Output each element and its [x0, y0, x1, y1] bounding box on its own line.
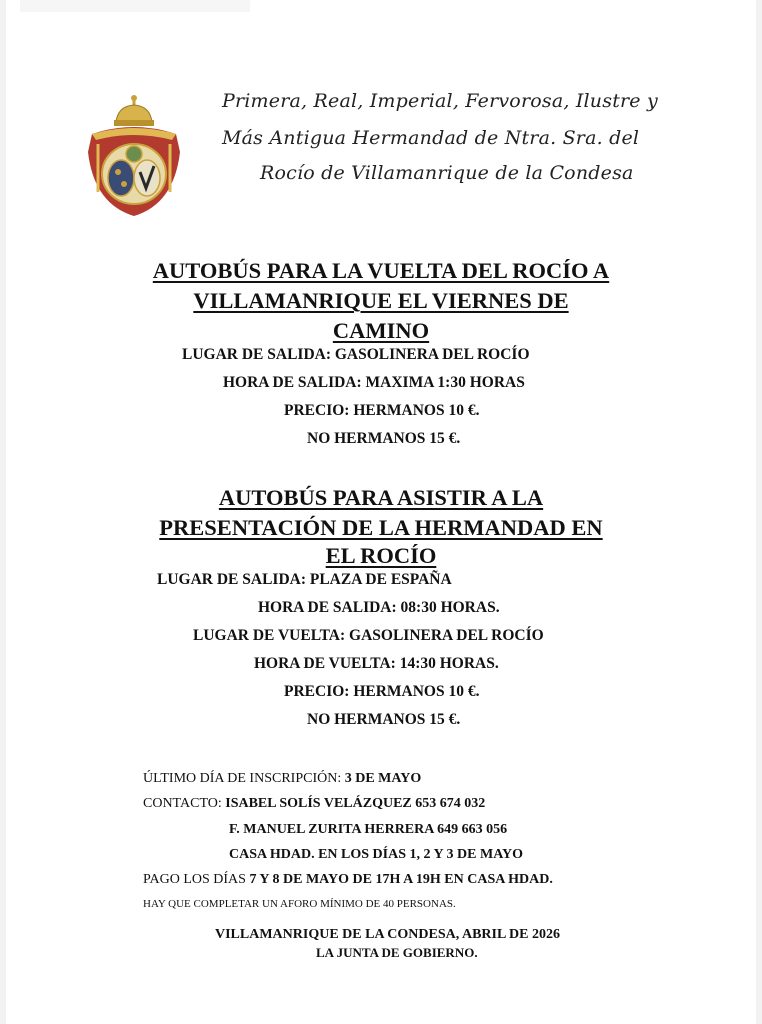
- footer-place-date: VILLAMANRIQUE DE LA CONDESA, ABRIL DE 2026: [215, 927, 561, 942]
- section2-title-line-3: EL ROCÍO: [325, 543, 437, 568]
- section2-price-members: PRECIO: HERMANOS 10 €.: [284, 683, 480, 700]
- contact-line-3: CASA HDAD. EN LOS DÍAS 1, 2 Y 3 DE MAYO: [229, 847, 524, 862]
- brotherhood-name-line-2: Más Antigua Hermandad de Ntra. Sra. del: [222, 127, 640, 149]
- contact-line-1: CONTACTO: ISABEL SOLÍS VELÁZQUEZ 653 674 032: [143, 796, 486, 811]
- payment-days: PAGO LOS DÍAS 7 Y 8 DE MAYO DE 17H A 19H EN CASA HDAD.: [143, 872, 553, 887]
- brotherhood-crest-icon: [84, 92, 184, 222]
- minimum-capacity-note: HAY QUE COMPLETAR UN AFORO MÍNIMO DE 40 PERSONAS.: [143, 898, 456, 910]
- section2-title-line-1: AUTOBÚS PARA ASISTIR A LA: [218, 485, 544, 510]
- footer-signature: LA JUNTA DE GOBIERNO.: [316, 945, 478, 960]
- section2-title-line-2: PRESENTACIÓN DE LA HERMANDAD EN: [159, 515, 603, 540]
- section2-return-time: HORA DE VUELTA: 14:30 HORAS.: [254, 655, 499, 672]
- section2-departure-time: HORA DE SALIDA: 08:30 HORAS.: [258, 599, 500, 616]
- section1-price-non-members: NO HERMANOS 15 €.: [307, 430, 461, 447]
- section1-departure-time: HORA DE SALIDA: MAXIMA 1:30 HORAS: [223, 374, 525, 391]
- brotherhood-name-line-3: Rocío de Villamanrique de la Condesa: [260, 162, 634, 184]
- section2-departure-place: LUGAR DE SALIDA: PLAZA DE ESPAÑA: [157, 571, 452, 588]
- section2-return-place: LUGAR DE VUELTA: GASOLINERA DEL ROCÍO: [193, 627, 544, 644]
- registration-deadline: ÚLTIMO DÍA DE INSCRIPCIÓN: 3 DE MAYO: [143, 771, 422, 786]
- section1-price-members: PRECIO: HERMANOS 10 €.: [284, 402, 480, 419]
- section1-title-line-1: AUTOBÚS PARA LA VUELTA DEL ROCÍO A: [152, 258, 610, 283]
- section1-title-line-3: CAMINO: [332, 318, 430, 343]
- top-band: [20, 0, 250, 12]
- section1-departure-place: LUGAR DE SALIDA: GASOLINERA DEL ROCÍO: [182, 346, 530, 363]
- contact-line-2: F. MANUEL ZURITA HERRERA 649 663 056: [229, 822, 508, 837]
- section1-title-line-2: VILLAMANRIQUE EL VIERNES DE: [193, 288, 569, 313]
- brotherhood-name-line-1: Primera, Real, Imperial, Fervorosa, Ilustre y: [222, 90, 658, 112]
- section2-price-non-members: NO HERMANOS 15 €.: [307, 711, 461, 728]
